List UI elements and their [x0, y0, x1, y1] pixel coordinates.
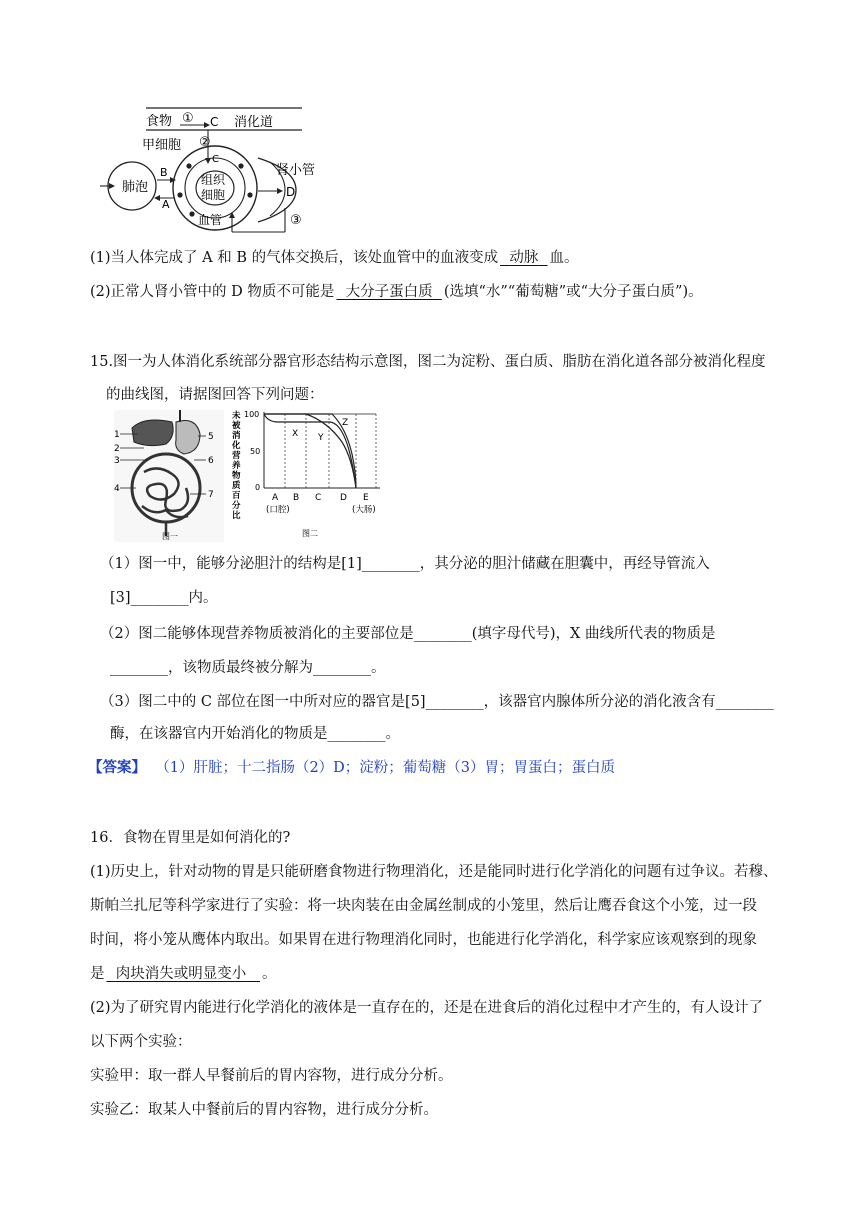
svg-text:化: 化 — [232, 441, 241, 451]
q16-para2-line1: (2)为了研究胃内能进行化学消化的液体是一直存在的，还是在进食后的消化过程中才产生的，有人设计了 — [90, 1000, 764, 1016]
curve-y-label: Y — [318, 433, 324, 443]
answer-text: （1）肝脏；十二指肠（2）D；淀粉；葡萄糖（3）胃；胃蛋白；蛋白质 — [155, 760, 616, 776]
q16-title: 16．食物在胃里是如何消化的? — [90, 830, 291, 846]
fig2-xtick-b: B — [293, 493, 300, 503]
food-label: 食物 — [146, 114, 173, 129]
q16-experiment-a: 实验甲：取一群人早餐前后的胃内容物，进行成分分析。 — [90, 1068, 453, 1084]
fig2-xtick-e: E — [363, 493, 369, 503]
c-inner-label: C — [212, 154, 219, 165]
vessel-label: 血管 — [198, 213, 223, 227]
q16-para1-line3: 时间，将小笼从鹰体内取出。如果胃在进行物理消化同时，也能进行化学消化，科学家应该观察到的现象 — [90, 932, 757, 948]
q15-answer — [88, 756, 615, 777]
q14-part1 — [90, 246, 579, 267]
tissue-label-2: 细胞 — [201, 188, 226, 202]
q14-part2-post: (选填“水”“葡萄糖”或“大分子蛋白质”)。 — [443, 284, 703, 300]
b-label: B — [160, 166, 168, 179]
digestive-system-figure — [114, 410, 224, 542]
a-label: A — [162, 198, 170, 211]
fig2-xtick-a: A — [272, 493, 279, 503]
svg-text:比: 比 — [232, 511, 241, 521]
q14-part2-pre: (2)正常人肾小管中的 D 物质不可能是 — [90, 284, 335, 300]
svg-text:被: 被 — [232, 421, 241, 431]
q16-para1-line1: (1)历史上，针对动物的胃是只能研磨食物进行物理消化，还是能同时进行化学消化的问题有过争议。若穆、 — [90, 864, 778, 880]
fig1-label-3: 3 — [114, 456, 120, 466]
fig2-ytick-100: 100 — [244, 410, 260, 419]
svg-text:分: 分 — [232, 501, 241, 511]
svg-text:养: 养 — [232, 461, 241, 471]
fig2-note-colon: (大肠) — [352, 505, 376, 515]
q16-para1-line4: 是 肉块消失或明显变小 。 — [90, 966, 277, 982]
q15-stem-line1: 15.图一为人体消化系统部分器官形态结构示意图，图二为淀粉、蛋白质、脂肪在消化道各部分被消化程度 — [90, 354, 766, 370]
svg-text:消: 消 — [232, 431, 241, 441]
answer-tag: 【答案】 — [88, 759, 146, 776]
digestive-tract-label: 消化道 — [234, 115, 274, 130]
fig1-caption: 图一 — [162, 532, 178, 541]
q16-experiment-b: 实验乙：取某人中餐前后的胃内容物，进行成分分析。 — [90, 1102, 438, 1118]
circulation-diagram — [100, 100, 340, 235]
step-2-label: ② — [199, 135, 211, 150]
fig2-ytick-50: 50 — [250, 447, 261, 456]
q16-answer: 肉块消失或明显变小 — [115, 966, 247, 982]
q14-part2-answer: 大分子蛋白质 — [345, 284, 433, 300]
c-top-label: C — [210, 115, 219, 129]
fig2-ylabel — [231, 410, 241, 521]
svg-text:百: 百 — [232, 491, 241, 501]
q15-sub3-line2: 酶，在该器官内开始消化的物质是________。 — [110, 726, 400, 742]
fig2-xtick-d: D — [340, 493, 347, 503]
svg-text:营: 营 — [232, 451, 241, 461]
curve-z-label: Z — [342, 418, 349, 428]
q16-para1-line2: 斯帕兰扎尼等科学家进行了实验：将一块肉装在由金属丝制成的小笼里，然后让鹰吞食这个小笼，过一段 — [90, 898, 757, 914]
svg-text:未: 未 — [232, 411, 241, 421]
kidney-tubule-label: 肾小管 — [276, 163, 316, 178]
q14-part2 — [90, 280, 703, 301]
q15-sub3-line1: （3）图二中的 C 部位在图一中所对应的器官是[5]________，该器官内腺体所分泌的消化液含有________ — [100, 694, 774, 710]
jia-cell-label: 甲细胞 — [142, 138, 182, 153]
fig1-label-2: 2 — [114, 444, 120, 454]
q14-part1-post: 血。 — [549, 250, 579, 266]
q15-sub2-line1: （2）图二能够体现营养物质被消化的主要部位是________(填字母代号)，X 曲线所代表的物质是 — [100, 626, 716, 642]
d-label: D — [286, 185, 296, 199]
fig2-caption: 图二 — [302, 529, 318, 538]
svg-text:质: 质 — [232, 481, 241, 491]
q14-part1-pre: (1)当人体完成了 A 和 B 的气体交换后，该处血管中的血液变成 — [90, 250, 499, 266]
q14-part1-answer: 动脉 — [509, 250, 539, 266]
alveolus-label: 肺泡 — [122, 180, 149, 195]
fig1-label-5: 5 — [208, 432, 214, 442]
fig2-xtick-c: C — [315, 493, 322, 503]
fig2-ytick-0: 0 — [255, 483, 261, 492]
q16-para2-line2: 以下两个实验： — [90, 1034, 192, 1050]
fig1-label-7: 7 — [208, 490, 214, 500]
curve-x-label: X — [292, 429, 299, 439]
step-1-label: ① — [182, 111, 194, 126]
fig2-note-mouth: (口腔) — [266, 505, 290, 515]
q15-sub1-line2: [3]________内。 — [110, 590, 218, 606]
fig1-label-6: 6 — [208, 456, 214, 466]
tissue-label-1: 组织 — [201, 173, 226, 187]
q15-sub2-line2: ________，该物质最终被分解为________。 — [110, 660, 386, 676]
svg-text:物: 物 — [232, 471, 241, 481]
fig1-label-4: 4 — [114, 484, 120, 494]
fig1-label-1: 1 — [114, 430, 120, 440]
digestion-curve-chart — [230, 408, 390, 542]
q15-stem-line2: 的曲线图，请据图回答下列问题： — [106, 387, 324, 403]
q15-sub1-line1: （1）图一中，能够分泌胆汁的结构是[1]________，其分泌的胆汁储藏在胆囊中，再经导管流入 — [100, 556, 710, 572]
step-3-label: ③ — [290, 213, 302, 228]
